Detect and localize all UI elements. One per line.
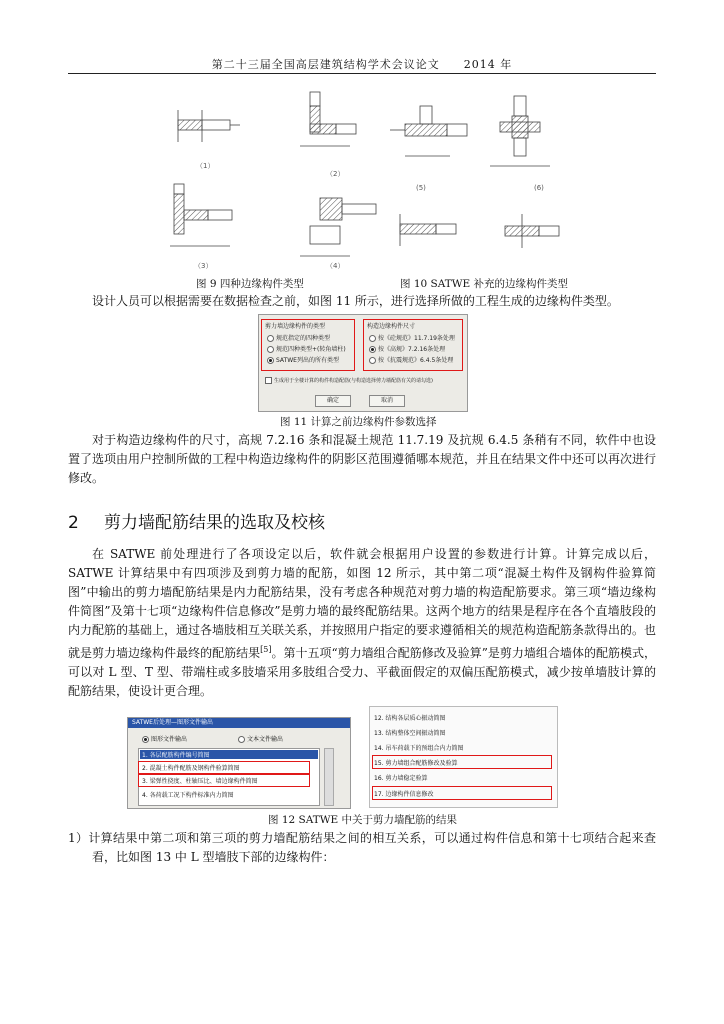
paragraph-3: [68, 545, 656, 701]
section-number: 2: [68, 513, 79, 533]
fig11-dialog: [258, 314, 468, 412]
highlight-item-17: [372, 786, 552, 800]
right-list-item-16[interactable]: 16. 剪力墙稳定验算: [374, 775, 428, 782]
paragraph-3-text: 在 SATWE 前处理进行了各项设定以后，软件就会根据用户设置的参数进行计算。计算完成以后，SATWE 计算结果中有四项涉及到剪力墙的配筋，如图 12 所示，其中第二项“混凝土构件及钢构件验算简图”中输出的剪力墙配筋结果是内力配筋结果，没有考虑各种规范对剪力墙的构造配筋要求。第三项“墙边缘构件简图”及第十七项“边缘构件信息修改”是剪力墙的最终配筋结果。这两个地方的结果是程序在各个直墙肢段的内力配筋的基础上，通过各墙肢相互关联关系，并按照用户指定的要求遵循相关的规范构造配筋条款得出的。也就是剪力墙边缘构件最终的配筋结果: [68, 547, 657, 660]
fig9-sublabel-3: （3）: [194, 262, 213, 270]
right-option-3[interactable]: 按《抗震规范》6.4.5条处理: [369, 355, 453, 364]
fig12-caption: 图 12 SATWE 中关于剪力墙配筋的结果: [268, 814, 458, 826]
section-title: 剪力墙配筋结果的选取及校核: [104, 513, 325, 533]
paragraph-2: 对于构造边缘构件的尺寸，高规 7.2.16 条和混凝土规范 11.7.19 及抗规 6.4.5 条稍有不同，软件中也设置了选项由用户控制所做的工程中构造边缘构件的阴影区范围遵循哪本规范，并且在结果文件中还可以再次进行修改。: [68, 433, 657, 485]
left-list-item-3[interactable]: 3. 梁弹性挠度、柱轴压比、墙边缘构件简图: [142, 778, 258, 785]
fig9-sublabel-1: （1）: [196, 162, 215, 170]
edge-type-6-drawing: [490, 96, 550, 166]
paragraph-1: 设计人员可以根据需要在数据检查之前，如图 11 所示，进行选择所做的工程生成的边缘构件类型。: [92, 294, 619, 308]
radio-icon: [369, 357, 376, 364]
radio-graphic-output[interactable]: 图形文件输出: [142, 734, 187, 743]
paragraph-3-tail: 。第十五项“剪力墙组合配筋修改及验算”是剪力墙组合墙体的配筋模式，可以对 L 型、T 型、带端柱或多肢墙采用多肢组合受力、平截面假定的双偏压配筋模式，减少按单墙肢计算的配筋结果，使设计更合理。: [68, 646, 656, 698]
fig12-left-window: [127, 717, 351, 809]
right-list-item-12[interactable]: 12. 结构各层质心振动简图: [374, 715, 446, 722]
left-list-item-2[interactable]: 2. 混凝土构件配筋及钢构件验算简图: [142, 765, 240, 772]
right-group-title: 构造边缘构件尺寸: [367, 323, 416, 330]
running-header: 第二十三届全国高层建筑结构学术会议论文 2014 年: [211, 58, 513, 71]
list-scrollbar[interactable]: [324, 748, 334, 806]
citation-ref: [5]: [260, 645, 272, 654]
fig9-sublabel-2: （2）: [326, 170, 345, 178]
edge-type-4-drawing: [300, 198, 376, 256]
highlight-item-2: [138, 761, 310, 774]
fig9-caption: 图 9 四种边缘构件类型: [196, 278, 304, 290]
edge-member-drawings: [150, 86, 570, 274]
radio-selected-icon: [369, 346, 376, 353]
radio-icon: [267, 335, 274, 342]
section-heading: [68, 508, 325, 533]
radio-icon: [369, 335, 376, 342]
fig11-caption: 图 11 计算之前边缘构件参数选择: [280, 416, 437, 428]
left-group-title: 剪力墙边缘构件的类型: [265, 323, 326, 330]
right-option-2[interactable]: 按《高规》7.2.16条处理: [369, 344, 445, 353]
right-list-item-13[interactable]: 13. 结构整体空间振动简图: [374, 730, 446, 737]
ok-button[interactable]: 确定: [315, 395, 351, 407]
fig10-sublabel-6: (6): [534, 184, 544, 192]
fig10-caption: 图 10 SATWE 补充的边缘构件类型: [400, 278, 569, 290]
left-option-1[interactable]: 规范指定的四种类型: [267, 333, 330, 342]
right-list-item-15[interactable]: 15. 剪力墙组合配筋修改及验算: [374, 760, 458, 767]
edge-type-2-drawing: [300, 92, 356, 146]
edge-type-8-drawing: [505, 214, 559, 248]
edge-type-7-drawing: [400, 214, 456, 246]
radio-text-output[interactable]: 文本文件输出: [238, 734, 283, 743]
fig9-sublabel-4: （4）: [326, 262, 345, 270]
left-option-3[interactable]: SATWE列出的所有类型: [267, 355, 339, 364]
fig12-right-list: [369, 706, 558, 808]
generate-checkbox[interactable]: 生成用于全楼计算的构件构造配筋(与构造选择剪力墙配筋有关的请勾选): [265, 377, 433, 384]
left-option-2[interactable]: 规范四种类型+(转角墙柱): [267, 344, 346, 353]
left-list-item-4[interactable]: 4. 各荷载工况下构件标准内力简图: [142, 792, 234, 799]
highlight-item-15: [372, 755, 552, 769]
radio-icon: [238, 736, 245, 743]
right-list-item-14[interactable]: 14. 吊车荷载下的预组合内力简图: [374, 745, 464, 752]
cancel-button[interactable]: 取消: [369, 395, 405, 407]
list-item-1: 1）计算结果中第二项和第三项的剪力墙配筋结果之间的相互关系，可以通过构件信息和第十七项结合起来查看，比如图 13 中 L 型墙肢下部的边缘构件：: [68, 831, 656, 864]
left-list-item-1[interactable]: 1. 各层配筋构件编号简图: [140, 750, 318, 759]
edge-type-3-drawing: [170, 184, 232, 246]
edge-type-1-drawing: [178, 110, 240, 142]
radio-icon: [267, 346, 274, 353]
right-option-1[interactable]: 按《砼规范》11.7.19条处理: [369, 333, 455, 342]
window-title-bar: SATWE后处理—图形文件输出: [128, 718, 350, 728]
header-rule: [68, 73, 656, 74]
edge-type-5-drawing: [390, 106, 467, 156]
radio-selected-icon: [142, 736, 149, 743]
fig10-sublabel-5: (5): [416, 184, 426, 192]
checkbox-icon: [265, 377, 272, 384]
radio-selected-icon: [267, 357, 274, 364]
highlight-item-3: [138, 774, 310, 787]
right-list-item-17[interactable]: 17. 边缘构件信息修改: [374, 791, 434, 798]
